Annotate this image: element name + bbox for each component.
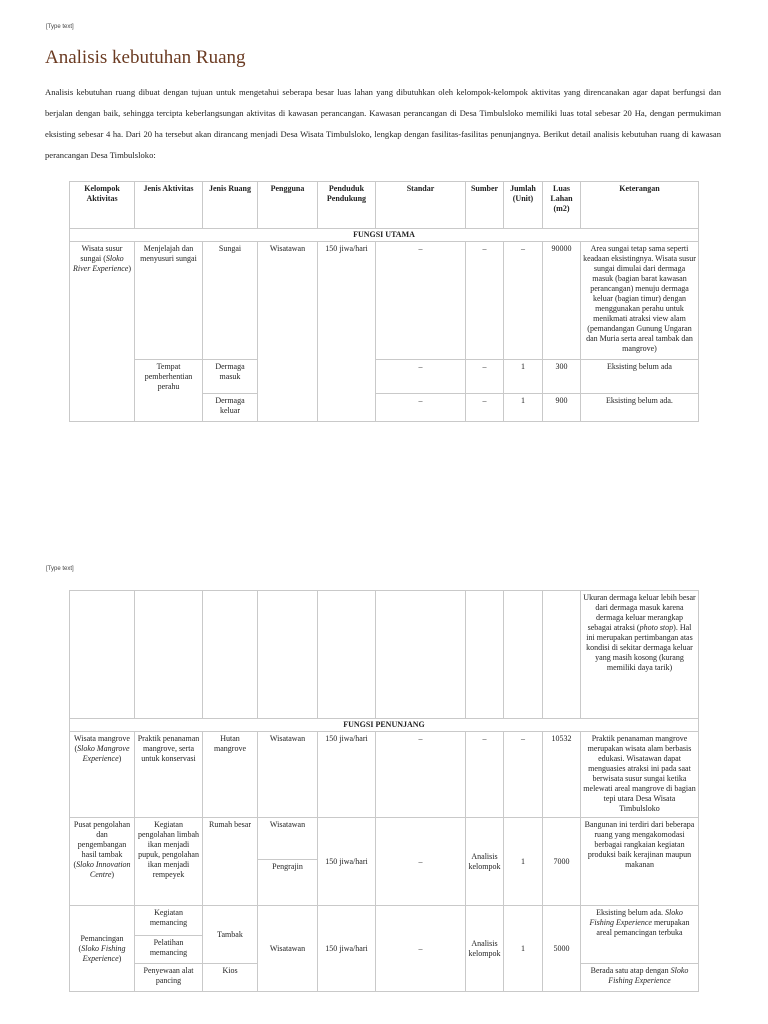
room-cell: Dermaga masuk: [203, 360, 258, 394]
space-needs-table-part1: [69, 181, 699, 422]
room-cell: Sungai: [203, 242, 258, 360]
user-cell: Wisatawan: [258, 818, 318, 860]
page-title: Analisis kebutuhan Ruang: [45, 47, 246, 68]
activity-cell: Tempat pemberhentian perahu: [135, 360, 203, 422]
activity-cell: Kegiatan pengolahan limbah ikan menjadi pupuk, pengolahan ikan menjadi rempeyek: [135, 818, 203, 906]
count-cell: –: [504, 242, 543, 360]
count-cell: 1: [504, 394, 543, 422]
activity-cell: Kegiatan memancing: [135, 906, 203, 936]
table-header-row: [70, 182, 699, 229]
group-cell: Pemancingan (Sloko Fishing Experience): [70, 906, 135, 992]
note-cell: Praktik penanaman mangrove merupakan wisata alam berbasis edukasi. Wisatawan dapat menguasies atraksi ini pada saat berwisata susur sungai ketika melewati areal mangrove di bagian tepi utara Desa Wisata Timbulsloko: [581, 732, 699, 818]
area-cell: 10532: [543, 732, 581, 818]
table-row: [70, 591, 699, 719]
area-cell: 900: [543, 394, 581, 422]
standard-cell: –: [376, 732, 466, 818]
col-header: Jumlah (Unit): [504, 182, 543, 229]
table-row: [70, 818, 699, 860]
group-cell: Pusat pengolahan dan pengembangan hasil tambak (Sloko Innovation Centre): [70, 818, 135, 906]
count-cell: 1: [504, 818, 543, 906]
note-cell: Berada satu atap dengan Sloko Fishing Experience: [581, 964, 699, 992]
user-cell: Wisatawan: [258, 906, 318, 992]
room-cell: Kios: [203, 964, 258, 992]
table-row: [70, 732, 699, 818]
note-cell: Ukuran dermaga keluar lebih besar dari dermaga masuk karena dermaga keluar merangkap sebagai atraksi (photo stop). Hal ini merupakan pertimbangan atas kondisi di sekitar dermaga keluar yang masih kosong (kurang memiliki daya tarik): [581, 591, 699, 719]
col-header: Kelompok Aktivitas: [70, 182, 135, 229]
col-header: Jenis Ruang: [203, 182, 258, 229]
user-cell: Wisatawan: [258, 242, 318, 422]
standard-cell: –: [376, 394, 466, 422]
group-cell: Wisata susur sungai (Sloko River Experience): [70, 242, 135, 422]
standard-cell: –: [376, 242, 466, 360]
source-cell: –: [466, 732, 504, 818]
col-header: Standar: [376, 182, 466, 229]
area-cell: 90000: [543, 242, 581, 360]
intro-paragraph: Analisis kebutuhan ruang dibuat dengan tujuan untuk mengetahui seberapa besar luas lahan yang dibutuhkan oleh kelompok-kelompok aktivitas yang direncanakan agar dapat berfungsi dan berjalan dengan baik, sehingga tercipta keberlangsungan aktivitas di kawasan perancangan. Kawasan perancangan di Desa Timbulsloko memiliki luas total sebesar 20 Ha, dengan permukiman eksisting sebesar 4 ha. Dari 20 ha tersebut akan dirancang menjadi Desa Wisata Timbulsloko, lengkap dengan fasilitas-fasilitas penunjangnya. Berikut detail analisis kebutuhan ruang di kawasan perancangan Desa Timbulsloko:: [45, 87, 721, 160]
table-row: [70, 360, 699, 394]
note-cell: Eksisting belum ada. Sloko Fishing Experience merupakan areal pemancingan terbuka: [581, 906, 699, 964]
col-header: Jenis Aktivitas: [135, 182, 203, 229]
section-row: [70, 719, 699, 732]
source-cell: Analisis kelompok: [466, 906, 504, 992]
count-cell: –: [504, 732, 543, 818]
activity-cell: Praktik penanaman mangrove, serta untuk konservasi: [135, 732, 203, 818]
room-cell: Hutan mangrove: [203, 732, 258, 818]
count-cell: 1: [504, 906, 543, 992]
group-cell: Wisata mangrove (Sloko Mangrove Experience): [70, 732, 135, 818]
population-cell: 150 jiwa/hari: [318, 732, 376, 818]
area-cell: 5000: [543, 906, 581, 992]
activity-cell: Penyewaan alat pancing: [135, 964, 203, 992]
space-needs-table-part2: [69, 590, 699, 992]
room-cell: Dermaga keluar: [203, 394, 258, 422]
note-cell: Area sungai tetap sama seperti keadaan eksistingnya. Wisata susur sungai dimulai dari dermaga masuk (bagian barat kawasan perancangan) menuju dermaga keluar (bagian timur) dengan menggunakan perahu untuk menikmati atraksi view alam (pemandangan Gunung Ungaran dan Muria serta areal tambak dan mangrove): [581, 242, 699, 360]
header-label: [Type text]: [46, 24, 74, 30]
section-title: FUNGSI UTAMA: [70, 229, 699, 242]
note-cell: Bangunan ini terdiri dari beberapa ruang yang mengakomodasi berbagai rangkaian kegiatan produksi baik kerajinan maupun makanan: [581, 818, 699, 906]
source-cell: –: [466, 360, 504, 394]
area-cell: 7000: [543, 818, 581, 906]
count-cell: 1: [504, 360, 543, 394]
col-header: Penduduk Pendukung: [318, 182, 376, 229]
table-row: [70, 242, 699, 360]
user-cell: Wisatawan: [258, 732, 318, 818]
activity-cell: Menjelajah dan menyusuri sungai: [135, 242, 203, 360]
col-header: Keterangan: [581, 182, 699, 229]
source-cell: –: [466, 394, 504, 422]
room-cell: Rumah besar: [203, 818, 258, 906]
standard-cell: –: [376, 360, 466, 394]
col-header: Luas Lahan (m2): [543, 182, 581, 229]
note-cell: Eksisting belum ada.: [581, 394, 699, 422]
source-cell: –: [466, 242, 504, 360]
user-cell: Pengrajin: [258, 860, 318, 906]
population-cell: 150 jiwa/hari: [318, 906, 376, 992]
section-title: FUNGSI PENUNJANG: [70, 719, 699, 732]
table-row: [70, 906, 699, 936]
area-cell: 300: [543, 360, 581, 394]
population-cell: 150 jiwa/hari: [318, 242, 376, 422]
room-cell: Tambak: [203, 906, 258, 964]
standard-cell: –: [376, 818, 466, 906]
col-header: Sumber: [466, 182, 504, 229]
section-row: [70, 229, 699, 242]
activity-cell: Pelatihan memancing: [135, 936, 203, 964]
source-cell: Analisis kelompok: [466, 818, 504, 906]
col-header: Pengguna: [258, 182, 318, 229]
standard-cell: –: [376, 906, 466, 992]
population-cell: 150 jiwa/hari: [318, 818, 376, 906]
note-cell: Eksisting belum ada: [581, 360, 699, 394]
header-label: [Type text]: [46, 566, 74, 572]
